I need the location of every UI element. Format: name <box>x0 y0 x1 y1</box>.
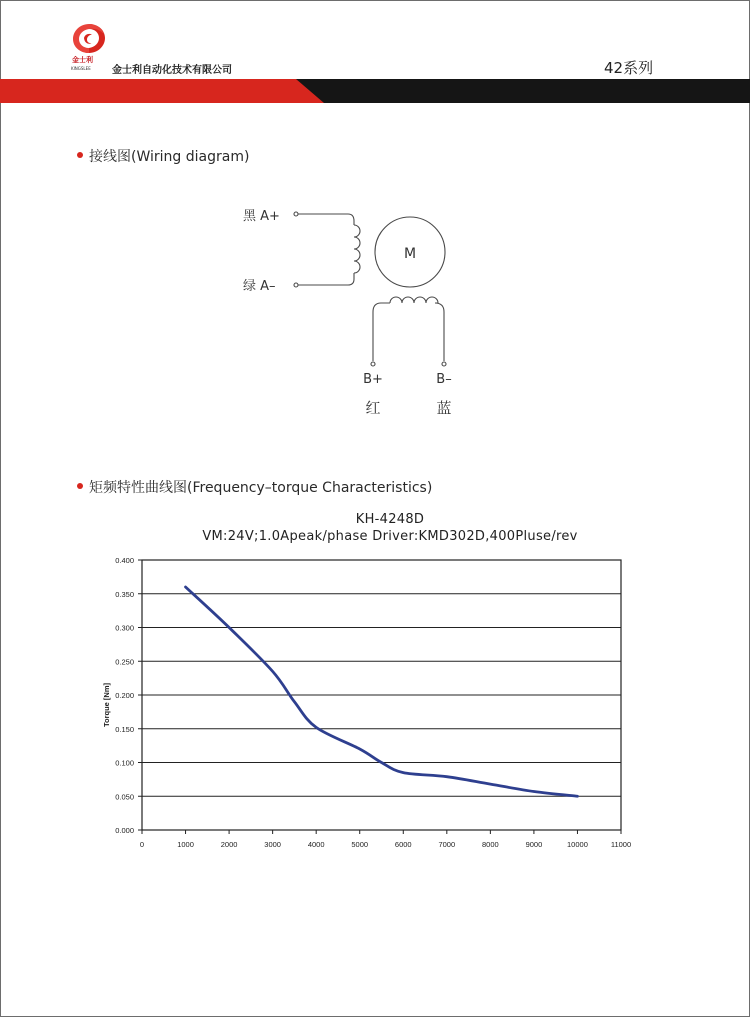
y-tick-label: 0.200 <box>115 691 134 700</box>
company-name: 金士利自动化技术有限公司 <box>112 65 232 76</box>
y-tick-label: 0.300 <box>115 623 134 633</box>
chart-subtitle: VM:24V;1.0Apeak/phase Driver:KMD302D,400Pluse/rev <box>202 529 578 544</box>
series-label: 42系列 <box>604 59 654 77</box>
x-tick-label: 6000 <box>394 840 412 849</box>
y-tick-label: 0.050 <box>115 792 134 802</box>
torque-chart <box>95 548 655 858</box>
torque-section-title <box>77 477 432 497</box>
bullet-dot <box>77 483 83 489</box>
label-b-plus-color: 红 <box>365 399 381 417</box>
chart-title: KH-4248D <box>355 512 425 527</box>
x-tick-label: 5000 <box>351 840 369 849</box>
x-tick-label: 4000 <box>307 840 325 849</box>
wiring-section-title <box>77 146 249 166</box>
label-a-minus: 绿 A– <box>243 279 276 294</box>
x-tick-label: 9000 <box>525 840 543 849</box>
y-axis-label: Torque [Nm] <box>102 682 111 728</box>
y-tick-label: 0.100 <box>115 758 134 768</box>
y-tick-label: 0.350 <box>115 589 134 599</box>
y-tick-label: 0.400 <box>115 556 134 565</box>
x-tick-label: 2000 <box>220 840 238 849</box>
x-tick-label: 3000 <box>264 840 281 849</box>
y-tick-label: 0.000 <box>115 826 134 835</box>
wiring-diagram <box>230 195 490 430</box>
y-tick-label: 0.150 <box>115 724 134 734</box>
x-tick-label: 7000 <box>438 840 456 849</box>
x-tick-label: 10000 <box>567 840 588 849</box>
torque-section-title-text: 矩频特性曲线图(Frequency–torque Characteristics) <box>89 480 433 496</box>
x-tick-label: 11000 <box>610 840 632 849</box>
wiring-section-title-text: 接线图(Wiring diagram) <box>89 149 250 165</box>
logo-text-en: KINGSLEE <box>71 66 91 71</box>
x-tick-label: 0 <box>139 840 145 849</box>
label-b-minus-color: 蓝 <box>436 399 452 417</box>
label-b-plus: B+ <box>363 372 383 387</box>
y-tick-label: 0.250 <box>115 657 134 667</box>
torque-chart-svg <box>95 548 655 858</box>
logo-text-cn: 金士利 <box>72 56 93 64</box>
bullet-dot <box>77 152 83 158</box>
kingslee-logo-icon <box>70 22 108 56</box>
x-tick-label: 8000 <box>482 840 499 849</box>
x-tick-label: 1000 <box>177 840 194 849</box>
label-a-plus: 黑 A+ <box>243 209 280 224</box>
wiring-diagram-svg <box>230 195 490 430</box>
label-b-minus: B– <box>436 372 452 387</box>
header-color-band <box>0 79 750 103</box>
motor-label: M <box>403 246 417 262</box>
